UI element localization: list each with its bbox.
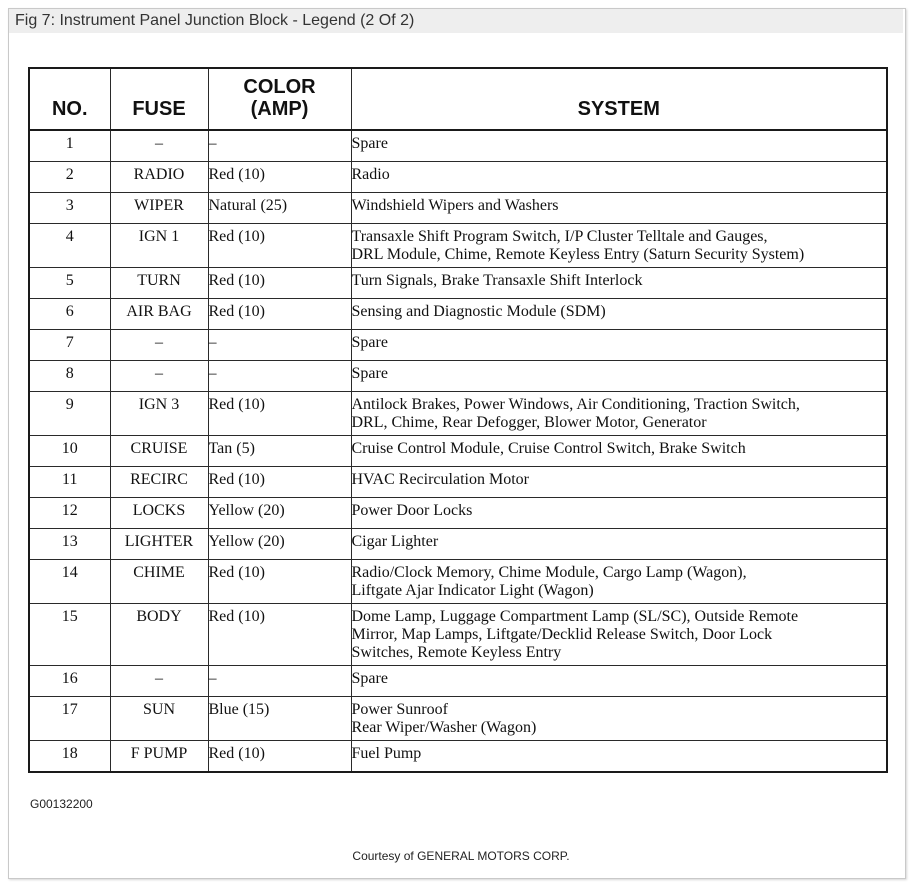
column-header-system: SYSTEM <box>351 68 887 130</box>
cell-fuse: SUN <box>110 697 208 741</box>
cell-system <box>351 498 887 529</box>
system-line: Radio <box>351 166 390 183</box>
table-row <box>29 560 887 604</box>
cell-color-amp: Red (10) <box>208 224 351 268</box>
system-line: Spare <box>351 365 388 382</box>
cell-no: 18 <box>29 741 110 773</box>
cell-no: 10 <box>29 436 110 467</box>
system-line: Power Sunroof <box>351 701 448 718</box>
cell-no: 11 <box>29 467 110 498</box>
table-row <box>29 529 887 560</box>
cell-no: 7 <box>29 330 110 361</box>
system-line: Liftgate Ajar Indicator Light (Wagon) <box>351 582 594 599</box>
table-row <box>29 299 887 330</box>
table-row <box>29 193 887 224</box>
system-line: Cigar Lighter <box>351 533 439 550</box>
table-row <box>29 467 887 498</box>
system-line: Spare <box>351 670 388 687</box>
cell-color-amp: Red (10) <box>208 467 351 498</box>
cell-system <box>351 361 887 392</box>
cell-no: 12 <box>29 498 110 529</box>
cell-no: 2 <box>29 162 110 193</box>
cell-fuse: F PUMP <box>110 741 208 773</box>
table-header-row <box>29 68 887 130</box>
table-row <box>29 498 887 529</box>
cell-fuse: RECIRC <box>110 467 208 498</box>
table-row <box>29 268 887 299</box>
system-line: Spare <box>351 334 388 351</box>
cell-color-amp: Tan (5) <box>208 436 351 467</box>
system-line: Cruise Control Module, Cruise Control Switch, Brake Switch <box>351 440 746 457</box>
system-line: DRL Module, Chime, Remote Keyless Entry (Saturn Security System) <box>351 246 805 263</box>
table-row <box>29 224 887 268</box>
system-line: Sensing and Diagnostic Module (SDM) <box>351 303 606 320</box>
cell-system <box>351 467 887 498</box>
cell-fuse: IGN 1 <box>110 224 208 268</box>
table-row <box>29 392 887 436</box>
column-header-no: NO. <box>29 68 110 130</box>
cell-fuse: – <box>110 361 208 392</box>
cell-system <box>351 697 887 741</box>
system-line: Rear Wiper/Washer (Wagon) <box>351 719 537 736</box>
cell-fuse: – <box>110 330 208 361</box>
cell-color-amp: Red (10) <box>208 741 351 773</box>
cell-color-amp: Red (10) <box>208 392 351 436</box>
table-row <box>29 697 887 741</box>
column-header-color: COLOR <box>243 76 316 98</box>
cell-no: 15 <box>29 604 110 666</box>
system-line: Radio/Clock Memory, Chime Module, Cargo Lamp (Wagon), <box>351 564 747 581</box>
cell-no: 16 <box>29 666 110 697</box>
system-line: Switches, Remote Keyless Entry <box>351 644 562 661</box>
table-body <box>29 130 887 772</box>
system-line: Spare <box>351 135 388 152</box>
cell-fuse: TURN <box>110 268 208 299</box>
cell-system <box>351 392 887 436</box>
cell-system <box>351 741 887 773</box>
cell-system <box>351 193 887 224</box>
table-row <box>29 666 887 697</box>
cell-system <box>351 529 887 560</box>
cell-fuse: – <box>110 130 208 162</box>
cell-fuse: CHIME <box>110 560 208 604</box>
system-line: Antilock Brakes, Power Windows, Air Conditioning, Traction Switch, <box>351 396 800 413</box>
cell-system <box>351 268 887 299</box>
cell-no: 6 <box>29 299 110 330</box>
cell-no: 14 <box>29 560 110 604</box>
cell-color-amp: Natural (25) <box>208 193 351 224</box>
cell-color-amp: Red (10) <box>208 604 351 666</box>
table-row <box>29 436 887 467</box>
cell-fuse: WIPER <box>110 193 208 224</box>
system-line: DRL, Chime, Rear Defogger, Blower Motor, Generator <box>351 414 707 431</box>
cell-no: 3 <box>29 193 110 224</box>
cell-color-amp: Red (10) <box>208 162 351 193</box>
cell-color-amp: Yellow (20) <box>208 529 351 560</box>
fuse-legend-table <box>28 67 888 773</box>
cell-fuse: CRUISE <box>110 436 208 467</box>
cell-no: 17 <box>29 697 110 741</box>
cell-color-amp: – <box>208 666 351 697</box>
cell-system <box>351 560 887 604</box>
cell-fuse: AIR BAG <box>110 299 208 330</box>
table-row <box>29 330 887 361</box>
cell-color-amp: – <box>208 130 351 162</box>
cell-no: 8 <box>29 361 110 392</box>
cell-no: 13 <box>29 529 110 560</box>
cell-system <box>351 224 887 268</box>
cell-color-amp: Red (10) <box>208 268 351 299</box>
system-line: Power Door Locks <box>351 502 473 519</box>
system-line: HVAC Recirculation Motor <box>351 471 529 488</box>
system-line: Mirror, Map Lamps, Liftgate/Decklid Release Switch, Door Lock <box>351 626 773 643</box>
cell-system <box>351 162 887 193</box>
cell-fuse: LIGHTER <box>110 529 208 560</box>
cell-no: 4 <box>29 224 110 268</box>
cell-color-amp: Blue (15) <box>208 697 351 741</box>
cell-color-amp: – <box>208 361 351 392</box>
figure-code: G00132200 <box>30 797 93 811</box>
cell-system <box>351 330 887 361</box>
cell-color-amp: Red (10) <box>208 560 351 604</box>
table-row <box>29 162 887 193</box>
cell-fuse: LOCKS <box>110 498 208 529</box>
cell-no: 9 <box>29 392 110 436</box>
column-header-fuse: FUSE <box>110 68 208 130</box>
cell-system <box>351 130 887 162</box>
table-row <box>29 741 887 773</box>
cell-color-amp: – <box>208 330 351 361</box>
system-line: Dome Lamp, Luggage Compartment Lamp (SL/SC), Outside Remote <box>351 608 799 625</box>
cell-fuse: – <box>110 666 208 697</box>
column-header-color-amp <box>208 68 351 130</box>
table-row <box>29 604 887 666</box>
system-line: Transaxle Shift Program Switch, I/P Cluster Telltale and Gauges, <box>351 228 768 245</box>
cell-system <box>351 666 887 697</box>
cell-system <box>351 436 887 467</box>
credit-line: Courtesy of GENERAL MOTORS CORP. <box>352 849 570 863</box>
cell-fuse: IGN 3 <box>110 392 208 436</box>
figure-title: Fig 7: Instrument Panel Junction Block - Legend (2 Of 2) <box>15 12 415 29</box>
cell-color-amp: Red (10) <box>208 299 351 330</box>
system-line: Windshield Wipers and Washers <box>351 197 559 214</box>
system-line: Fuel Pump <box>351 745 422 762</box>
cell-color-amp: Yellow (20) <box>208 498 351 529</box>
table-row <box>29 130 887 162</box>
cell-system <box>351 299 887 330</box>
cell-system <box>351 604 887 666</box>
column-header-amp: (AMP) <box>250 98 309 120</box>
cell-no: 5 <box>29 268 110 299</box>
cell-fuse: RADIO <box>110 162 208 193</box>
table-row <box>29 361 887 392</box>
system-line: Turn Signals, Brake Transaxle Shift Interlock <box>351 272 643 289</box>
cell-fuse: BODY <box>110 604 208 666</box>
cell-no: 1 <box>29 130 110 162</box>
